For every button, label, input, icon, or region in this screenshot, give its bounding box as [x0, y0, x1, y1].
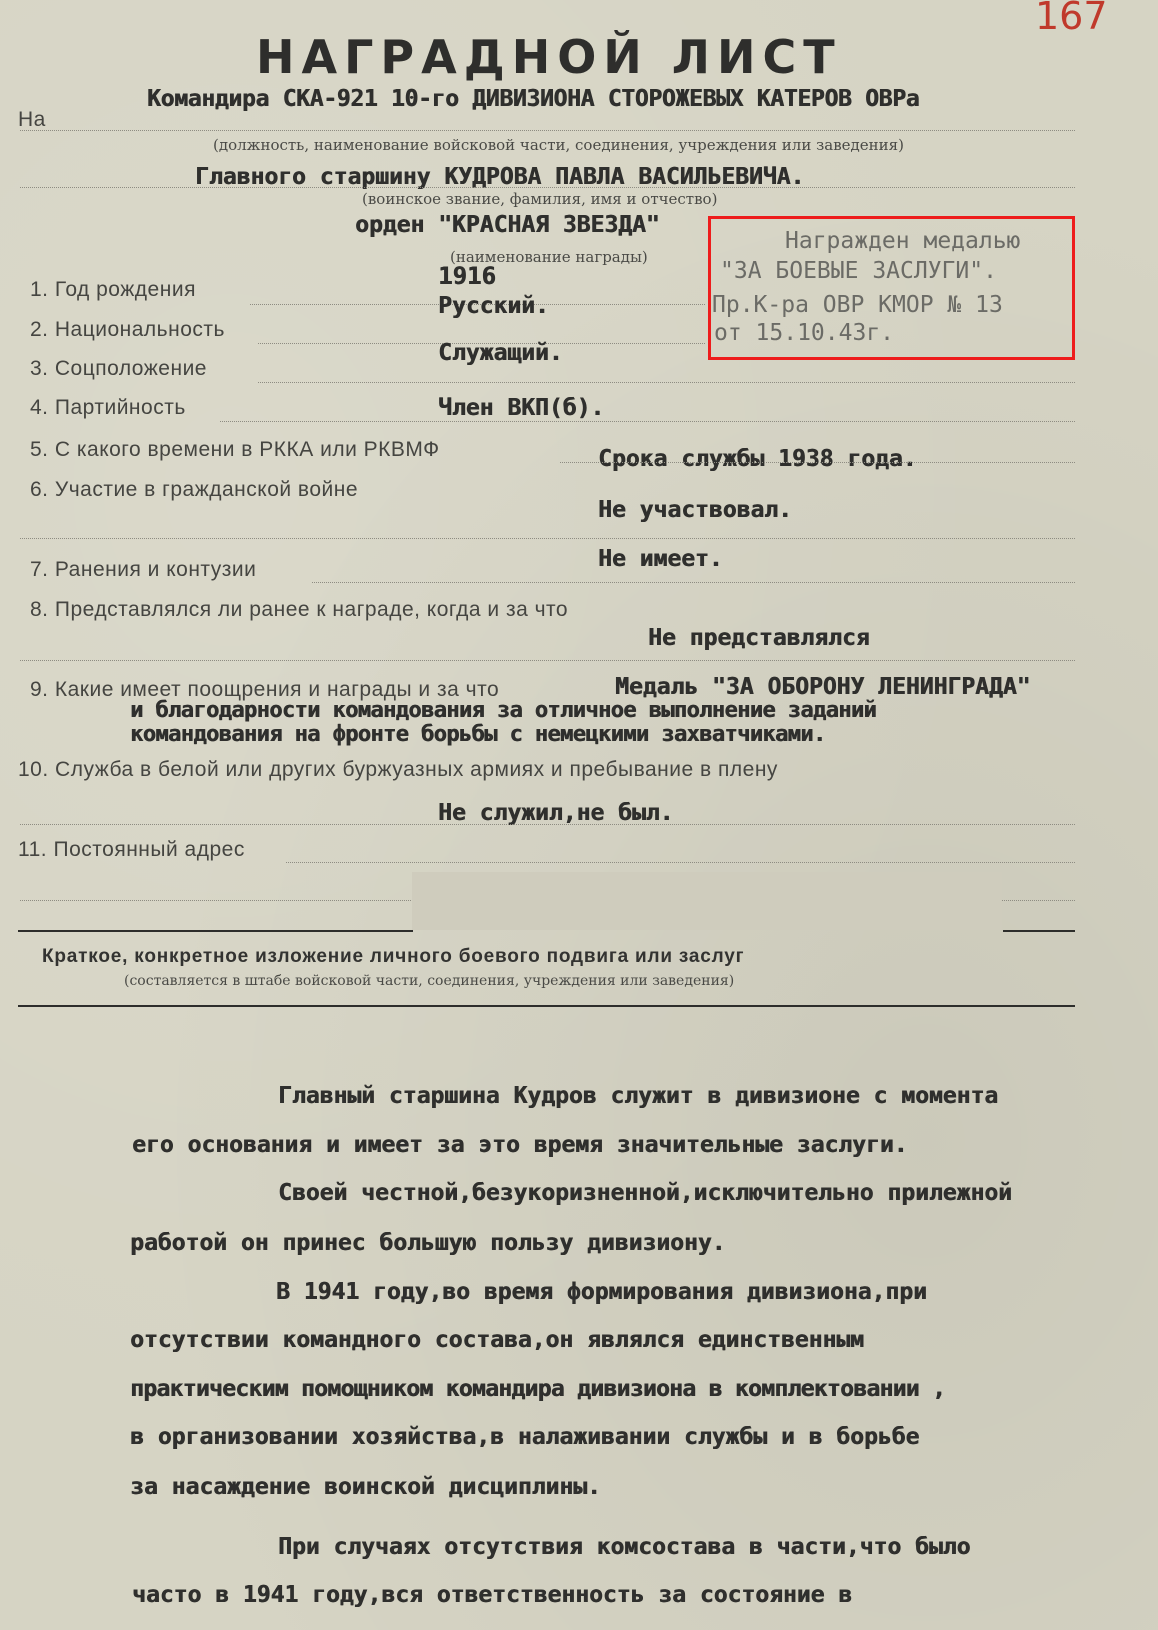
field-10-line	[20, 824, 1075, 825]
field-6-value: Не участвовал.	[598, 497, 792, 523]
field-7-line	[312, 582, 1075, 583]
field-1-value: 1916	[438, 262, 496, 290]
field-2-value: Русский.	[438, 293, 549, 319]
position-caption: (должность, наименование войсковой части, соединения, учреждения или заведения)	[213, 136, 904, 154]
field-5-label: 5. С какого времени в РККА или РКВМФ	[30, 438, 440, 461]
stamp-line-1: Награжден медалью	[785, 228, 1021, 254]
divider-left	[18, 930, 413, 932]
field-3-line	[258, 382, 1075, 383]
body-line-11: часто в 1941 году,вся ответственность за состояние в	[132, 1582, 853, 1608]
field-4-label: 4. Партийность	[30, 396, 186, 419]
person-value: Главного старшину КУДРОВА ПАВЛА ВАСИЛЬЕВИЧА.	[195, 164, 805, 190]
body-line-4: работой он принес большую пользу дивизиону.	[130, 1230, 726, 1256]
stamp-line-2: "ЗА БОЕВЫЕ ЗАСЛУГИ".	[720, 258, 997, 284]
body-line-5: В 1941 году,во время формирования дивизиона,при	[276, 1279, 927, 1305]
body-line-7: практическим помощником командира дивизиона в комплектовании ,	[130, 1376, 946, 1402]
body-line-1: Главный старшина Кудров служит в дивизионе с момента	[278, 1083, 999, 1109]
body-line-9: за насаждение воинской дисциплины.	[130, 1474, 601, 1500]
field-6-line	[20, 538, 1075, 539]
field-5-line	[560, 462, 1075, 463]
stamp-line-4: от 15.10.43г.	[714, 320, 895, 346]
redacted-address	[412, 872, 1002, 930]
field-8-label: 8. Представлялся ли ранее к награде, когда и за что	[30, 598, 569, 621]
field-8-line	[20, 660, 1075, 661]
field-3-value: Служащий.	[438, 340, 563, 366]
position-value: Командира СКА-921 10-го ДИВИЗИОНА СТОРОЖЕВЫХ КАТЕРОВ ОВРа	[147, 86, 920, 112]
body-line-3: Своей честной,безукоризненной,исключительно прилежной	[278, 1180, 1012, 1206]
position-line	[20, 130, 1075, 131]
field-4-line	[220, 421, 1075, 422]
award-value: орден "КРАСНАЯ ЗВЕЗДА"	[355, 212, 660, 238]
award-caption: (наименование награды)	[450, 248, 648, 266]
field-4-value: Член ВКП(б).	[438, 395, 605, 421]
na-label: На	[18, 108, 46, 131]
feat-heading: Краткое, конкретное изложение личного боевого подвига или заслуг	[42, 946, 745, 967]
page-number: 167	[1035, 0, 1108, 38]
field-7-value: Не имеет.	[598, 546, 723, 572]
field-7-label: 7. Ранения и контузии	[30, 558, 257, 581]
field-10-value: Не служил,не был.	[438, 800, 674, 826]
document-title: НАГРАДНОЙ ЛИСТ	[256, 30, 842, 84]
person-line	[20, 187, 1075, 188]
person-caption: (воинское звание, фамилия, имя и отчество)	[362, 190, 718, 208]
field-9-label: 9. Какие имеет поощрения и награды и за что	[30, 678, 500, 701]
field-9-value: Медаль "ЗА ОБОРОНУ ЛЕНИНГРАДА"	[615, 674, 1031, 700]
field-5-value: Срока службы 1938 года.	[598, 446, 917, 472]
field-2-label: 2. Национальность	[30, 318, 225, 341]
field-10-label: 10. Служба в белой или других буржуазных армиях и пребывание в плену	[18, 758, 778, 781]
field-9-value-3: командования на фронте борьбы с немецкими захватчиками.	[130, 722, 826, 747]
field-1-label: 1. Год рождения	[30, 278, 196, 301]
body-line-10: При случаях отсутствия комсостава в части,что было	[278, 1534, 971, 1560]
divider-right	[1003, 930, 1075, 932]
field-11-label: 11. Постоянный адрес	[18, 838, 245, 861]
stamp-line-3: Пр.К-ра ОВР КМОР № 13	[712, 292, 1003, 318]
body-line-2: его основания и имеет за это время значительные заслуги.	[132, 1132, 908, 1158]
field-3-label: 3. Соцположение	[30, 357, 207, 380]
feat-caption: (составляется в штабе войсковой части, соединения, учреждения или заведения)	[124, 973, 735, 989]
body-line-6: отсутствии командного состава,он являлся единственным	[130, 1327, 864, 1353]
body-line-8: в организовании хозяйства,в налаживании службы и в борьбе	[130, 1424, 920, 1450]
feat-divider	[18, 1005, 1075, 1007]
field-8-value: Не представлялся	[648, 625, 870, 651]
field-9-value-2: и благодарности командования за отличное выполнение заданий	[130, 698, 877, 723]
field-6-label: 6. Участие в гражданской войне	[30, 478, 359, 501]
field-11-line	[286, 862, 1075, 863]
